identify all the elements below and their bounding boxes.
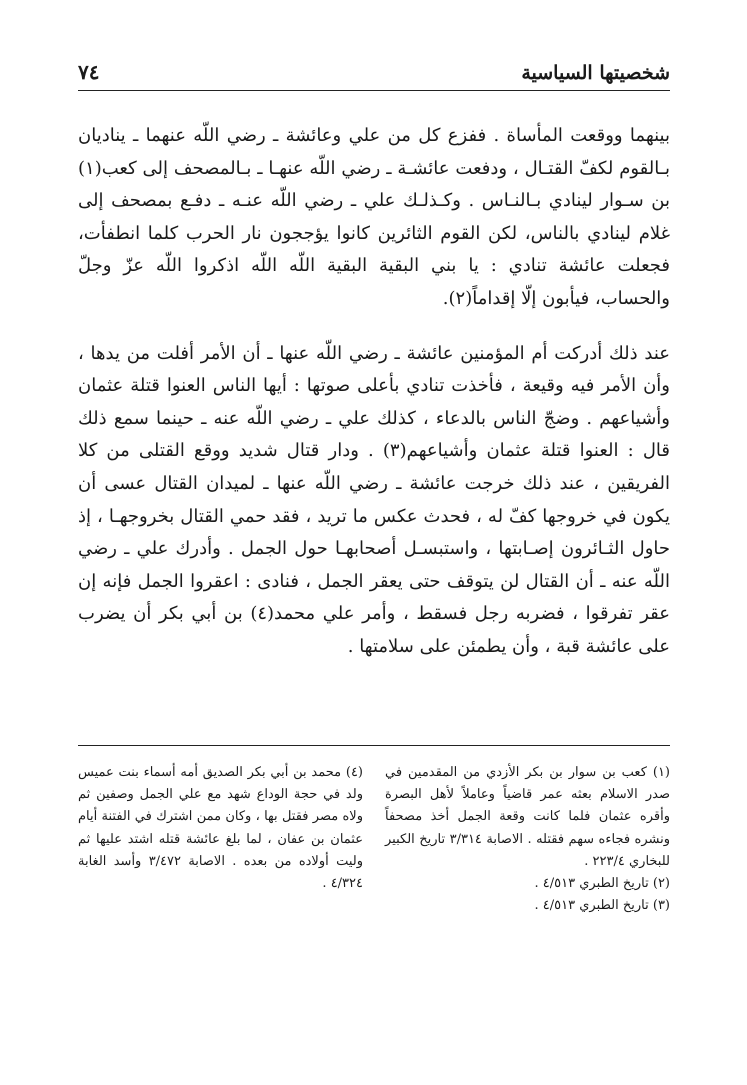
page-header bbox=[78, 56, 670, 91]
page-number: ٧٤ bbox=[78, 60, 100, 84]
main-text bbox=[78, 120, 670, 664]
footnote-divider bbox=[78, 745, 670, 746]
footnotes-left-column bbox=[78, 762, 363, 917]
footnote-3: (٣) تاريخ الطبري ٤/٥١٣ . bbox=[534, 898, 670, 914]
footnotes bbox=[78, 762, 670, 917]
paragraph-2: عند ذلك أدركت أم المؤمنين عائشة ـ رضي اللّه عنها ـ أن الأمر أفلت من يدها ، وأن الأمر فيه وقيعة ، فأخذت تنادي بأعلى صوتها : أيها الناس العنوا قتلة عثمان وأشياعهم . وضجّ الناس بالدعاء ، كذلك علي ـ رضي اللّه عنه ـ حينما سمع ذلك قال : العنوا قتلة عثمان وأشياعهم(٣) . ودار قتال شديد ووقع القتلى من كلا الفريقين ، عند ذلك خرجت عائشة ـ رضي اللّه عنها ـ لميدان القتال عسى أن يكون في خروجها كفّ له ، فحدث عكس ما تريد ، فقد حمي القتال بخروجهـا ، إذ حاول الثـائرون إصـابتها ، واستبسـل أصحابهـا حول الجمل . وأدرك علي ـ رضي اللّه عنه ـ أن القتال لن يتوقف حتى يعقر الجمل ، فنادى : اعقروا الجمل فإنه إن عقر تفرقوا ، فضربه رجل فسقط ، وأمر علي محمد(٤) بن أبي بكر أن يضرب على عائشة قبة ، وأن يطمئن على سلامتها . bbox=[78, 342, 670, 657]
footnotes-right-column bbox=[385, 762, 670, 917]
paragraph-1: بينهما ووقعت المأساة . ففزع كل من علي وعائشة ـ رضي اللّه عنهما ـ يناديان بـالقوم لكفّ القتـال ، ودفعت عائشـة ـ رضي اللّه عنهـا ـ بـالمصحف إلى كعب(١) بن سـوار لينادي بـالنـاس . وكـذلـك علي ـ رضي اللّه عنـه ـ دفـع بمصحف إلى غلام لينادي بالناس، لكن القوم الثائرين كانوا يؤججون نار الحرب كلما انطفأت، فجعلت عائشة تنادي : يا بني البقية البقية اللّه اللّه اذكروا اللّه عزّ وجلّ والحساب، فيأبون إلّا إقداماً(٢). bbox=[78, 125, 670, 309]
footnote-2: (٢) تاريخ الطبري ٤/٥١٣ . bbox=[534, 876, 670, 892]
running-title: شخصيتها السياسية bbox=[521, 62, 670, 84]
footnote-1: (١) كعب بن سوار بن بكر الأزدي من المقدمين في صدر الاسلام بعثه عمر قاضياً وعاملاً لأهل البصرة وأقره عثمان فلما كانت وقعة الجمل أخذ مصحفاً ونشره فجاءه سهم فقتله . الاصابة ٣/٣١٤ تاريخ الكبير للبخاري ٢٢٣/٤ . bbox=[385, 765, 670, 869]
footnote-4: (٤) محمد بن أبي بكر الصديق أمه أسماء بنت عميس ولد في حجة الوداع شهد مع علي الجمل وصفين ثم ولاه مصر فقتل بها ، وكان ممن اشترك في الفتنة أيام عثمان بن عفان ، لما بلغ عائشة قتله اشتد عليها ثم وليت أولاده من بعده . الاصابة ٣/٤٧٢ وأسد الغابة ٤/٣٢٤ . bbox=[78, 765, 363, 892]
